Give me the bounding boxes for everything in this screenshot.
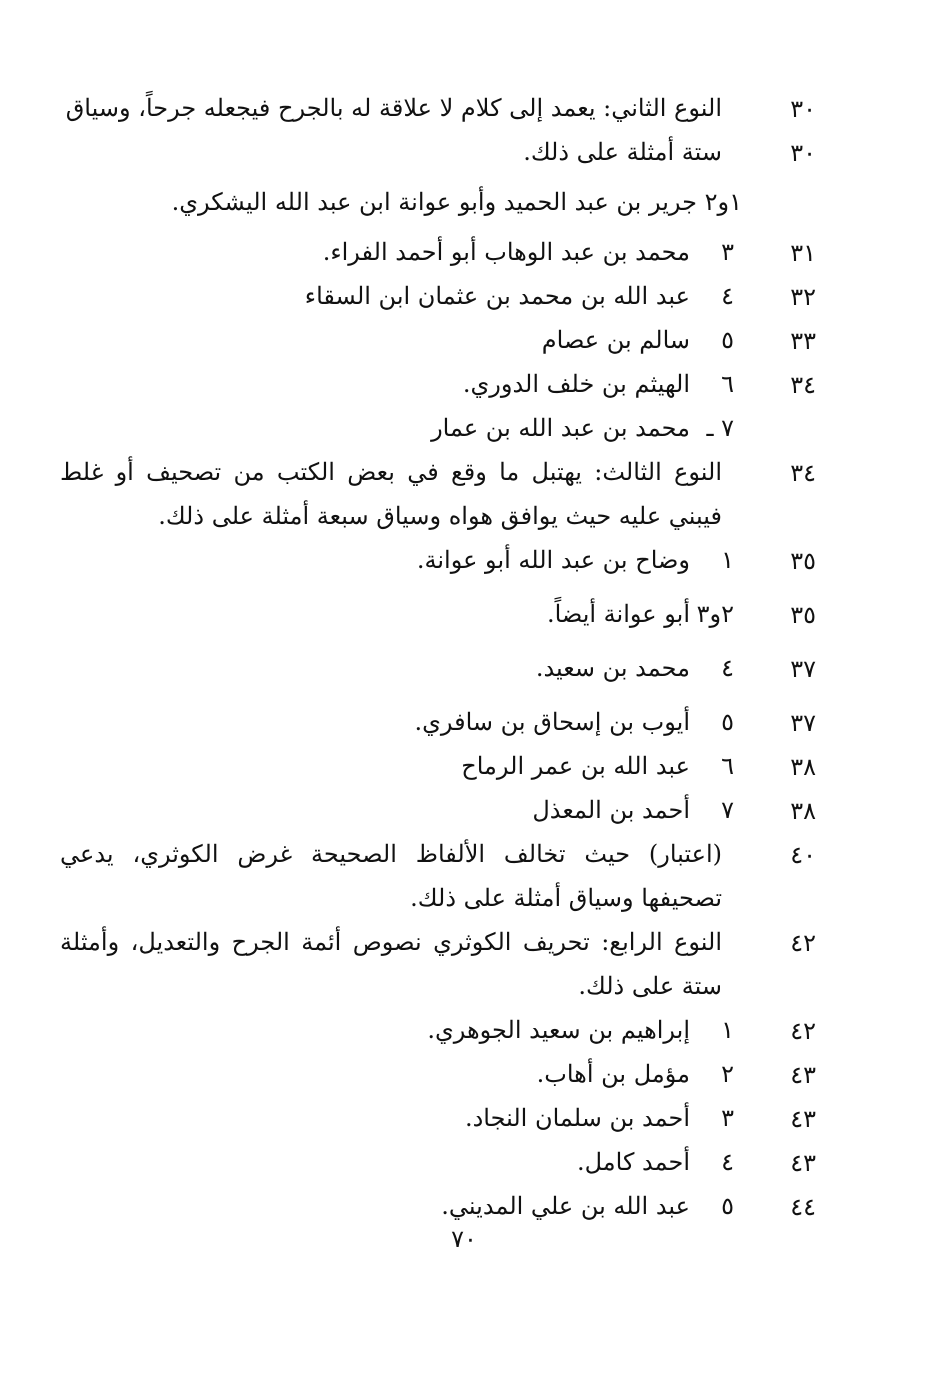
toc-entry	[60, 592, 850, 636]
entry-text-container	[60, 646, 734, 690]
sub-number: ٧ ـ	[706, 414, 734, 442]
page-ref: ٤٢	[790, 929, 816, 957]
page-ref: ٣٨	[790, 753, 816, 781]
sub-number: ٧	[721, 796, 734, 824]
entry-text: النوع الرابع: تحريف الكوثري نصوص أئمة الجرح والتعديل، وأمثلة ستة على ذلك.	[60, 928, 722, 1000]
sub-number: ٤	[721, 654, 734, 682]
page-ref: ٣٠	[790, 95, 816, 123]
page-ref: ٣٢	[790, 283, 816, 311]
page-ref: ٣٧	[790, 655, 816, 683]
toc-entry	[60, 318, 850, 362]
entry-text: أحمد كامل.	[576, 1148, 690, 1176]
entry-text: أبو عوانة أيضاً.	[546, 600, 690, 628]
sub-number: ٢	[721, 1060, 734, 1088]
page-ref: ٤٢	[790, 1017, 816, 1045]
page-ref: ٤٣	[790, 1061, 816, 1089]
sub-number: ٥	[721, 1192, 734, 1220]
entry-text: سالم بن عصام	[541, 326, 690, 354]
entry-text: (اعتبار) حيث تخالف الألفاظ الصحيحة غرض الكوثري، يدعي تصحيفها وسياق أمثلة على ذلك.	[60, 840, 722, 912]
entry-text: النوع الثالث: يهتبل ما وقع في بعض الكتب من تصحيف أو غلط فيبني عليه حيث يوافق هواه وسياق سبعة أمثلة على ذلك.	[60, 458, 722, 530]
sub-number: ٣	[721, 238, 734, 266]
sub-number: ٥	[721, 708, 734, 736]
entry-text-container	[60, 788, 734, 832]
toc-entry	[60, 86, 850, 130]
toc-entry	[60, 538, 850, 582]
entry-text: ستة أمثلة على ذلك.	[523, 138, 722, 166]
sub-number: ٦	[721, 370, 734, 398]
entry-text: إبراهيم بن سعيد الجوهري.	[427, 1016, 690, 1044]
sub-number: ٥	[721, 326, 734, 354]
toc-entry	[60, 832, 850, 920]
page-ref: ٣٣	[790, 327, 816, 355]
toc-entry	[60, 700, 850, 744]
toc-entry	[60, 920, 850, 1008]
page-ref: ٣٥	[790, 547, 816, 575]
entry-text: النوع الثاني: يعمد إلى كلام لا علاقة له بالجرح فيجعله جرحاً، وسياق	[65, 94, 722, 122]
page-ref: ٤٣	[790, 1105, 816, 1133]
entry-text: عبد الله بن عمر الرماح	[461, 752, 690, 780]
page-ref: ٤٤	[790, 1193, 816, 1221]
entry-text-container	[60, 1140, 734, 1184]
sub-number: ٤	[721, 282, 734, 310]
sub-number: ١	[721, 546, 734, 574]
entry-text-container	[60, 538, 734, 582]
toc-entry	[60, 406, 850, 450]
toc-entry	[60, 274, 850, 318]
entry-text: أيوب بن إسحاق بن سافري.	[414, 708, 690, 736]
toc-entry	[60, 130, 850, 174]
page-ref: ٣٤	[790, 459, 816, 487]
toc-entry	[60, 1140, 850, 1184]
sub-number: ٦	[721, 752, 734, 780]
entry-text: الهيثم بن خلف الدوري.	[462, 370, 690, 398]
page-ref: ٣٠	[790, 139, 816, 167]
entry-text-container	[60, 180, 742, 224]
entry-text: أحمد بن المعذل	[532, 796, 690, 824]
entry-text: محمد بن عبد الله بن عمار	[431, 414, 690, 442]
entry-text: مؤمل بن أهاب.	[536, 1060, 690, 1088]
entry-text-container	[60, 362, 734, 406]
entry-text: عبد الله بن محمد بن عثمان ابن السقاء	[304, 282, 690, 310]
page-number: ٧٠	[451, 1225, 477, 1253]
entry-text-container	[60, 592, 734, 636]
sub-number: ٤	[721, 1148, 734, 1176]
entry-text-container	[60, 1052, 734, 1096]
page-ref: ٣١	[790, 239, 816, 267]
entry-text: عبد الله بن علي المديني.	[441, 1192, 690, 1220]
entry-text: محمد بن سعيد.	[535, 654, 690, 682]
entry-text-container	[60, 230, 734, 274]
toc-entry	[60, 744, 850, 788]
toc-entry	[60, 180, 850, 224]
entry-text-container	[60, 1096, 734, 1140]
toc-entry	[60, 788, 850, 832]
page-ref: ٤٠	[790, 841, 816, 869]
sub-number: ١	[721, 1016, 734, 1044]
toc-entry	[60, 230, 850, 274]
page-ref: ٣٥	[790, 601, 816, 629]
entry-text: جرير بن عبد الحميد وأبو عوانة ابن عبد الله اليشكري.	[171, 188, 697, 216]
sub-number: ٢و٣	[696, 600, 734, 628]
toc-entry	[60, 1052, 850, 1096]
toc-entry	[60, 1096, 850, 1140]
entry-text: أحمد بن سلمان النجاد.	[464, 1104, 690, 1132]
entry-text-container	[60, 318, 734, 362]
entry-text: وضاح بن عبد الله أبو عوانة.	[416, 546, 690, 574]
entry-text-container	[60, 1008, 734, 1052]
toc-entry	[60, 450, 850, 538]
entry-text-container	[60, 700, 734, 744]
entry-text-container	[60, 406, 734, 450]
page-ref: ٣٧	[790, 709, 816, 737]
page-ref: ٤٣	[790, 1149, 816, 1177]
toc-entry	[60, 646, 850, 690]
table-of-contents	[60, 86, 850, 1228]
entry-text-container	[60, 744, 734, 788]
page-ref: ٣٨	[790, 797, 816, 825]
toc-entry	[60, 1008, 850, 1052]
entry-text-container	[60, 274, 734, 318]
sub-number: ١و٢	[704, 188, 742, 216]
entry-text: محمد بن عبد الوهاب أبو أحمد الفراء.	[322, 238, 690, 266]
sub-number: ٣	[721, 1104, 734, 1132]
toc-entry	[60, 362, 850, 406]
page-ref: ٣٤	[790, 371, 816, 399]
